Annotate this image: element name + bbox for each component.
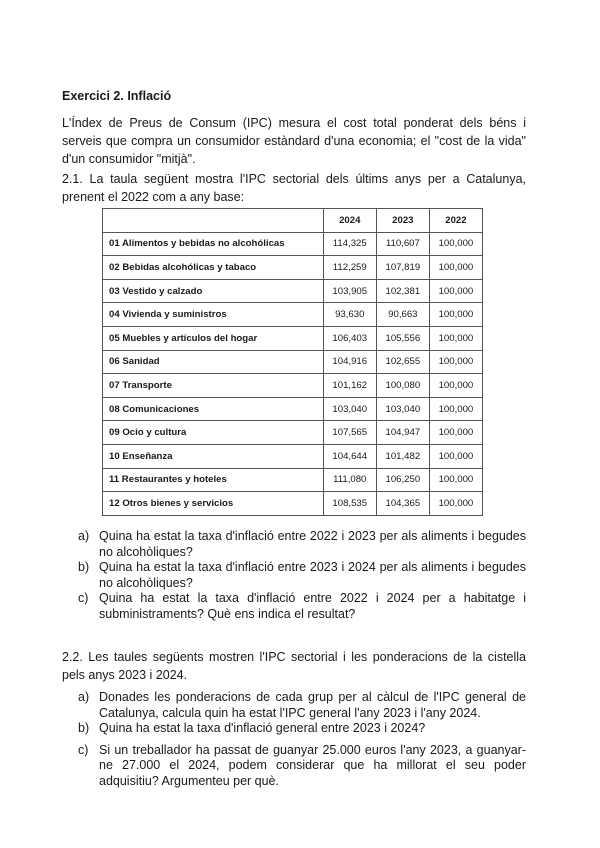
question-2-2-b bbox=[78, 721, 526, 737]
value-2023: 101,482 bbox=[376, 444, 429, 468]
value-2024: 108,535 bbox=[323, 492, 376, 516]
header-2024: 2024 bbox=[323, 209, 376, 233]
value-2022: 100,000 bbox=[429, 397, 482, 421]
header-empty bbox=[103, 209, 324, 233]
value-2023: 100,080 bbox=[376, 374, 429, 398]
table-header-row bbox=[103, 209, 483, 233]
category-cell: 01 Alimentos y bebidas no alcohólicas bbox=[103, 232, 324, 256]
question-label: c) bbox=[78, 742, 89, 757]
header-2022: 2022 bbox=[429, 209, 482, 233]
value-2023: 102,655 bbox=[376, 350, 429, 374]
value-2023: 102,381 bbox=[376, 279, 429, 303]
value-2022: 100,000 bbox=[429, 279, 482, 303]
question-label: c) bbox=[78, 591, 89, 605]
question-label: a) bbox=[78, 690, 90, 704]
category-cell: 06 Sanidad bbox=[103, 350, 324, 374]
value-2024: 104,644 bbox=[323, 444, 376, 468]
table-row bbox=[103, 256, 483, 280]
question-text: Si un treballador ha passat de guanyar 25.000 euros l'any 2023, a guanyar-ne 27.000 el 2024, podem considerar que ha millorat el seu poder adquisitiu? Argumenteu per què. bbox=[99, 742, 526, 788]
category-cell: 08 Comunicaciones bbox=[103, 397, 324, 421]
category-cell: 12 Otros bienes y servicios bbox=[103, 492, 324, 516]
section-2-1-questions bbox=[78, 529, 526, 622]
value-2022: 100,000 bbox=[429, 492, 482, 516]
table-row bbox=[103, 303, 483, 327]
category-cell: 07 Transporte bbox=[103, 374, 324, 398]
value-2022: 100,000 bbox=[429, 326, 482, 350]
header-2023: 2023 bbox=[376, 209, 429, 233]
category-cell: 10 Enseñanza bbox=[103, 444, 324, 468]
question-text: Quina ha estat la taxa d'inflació entre 2022 i 2023 per als aliments i begudes no alcohòliques? bbox=[99, 529, 526, 559]
table-row bbox=[103, 279, 483, 303]
value-2024: 112,259 bbox=[323, 256, 376, 280]
category-cell: 02 Bebidas alcohólicas y tabaco bbox=[103, 256, 324, 280]
table-row bbox=[103, 468, 483, 492]
value-2024: 104,916 bbox=[323, 350, 376, 374]
table-row bbox=[103, 421, 483, 445]
ipc-sector-table bbox=[102, 208, 483, 516]
table-row bbox=[103, 326, 483, 350]
value-2022: 100,000 bbox=[429, 468, 482, 492]
intro-paragraph: L'Índex de Preus de Consum (IPC) mesura el cost total ponderat dels béns i serveis que compra un consumidor estàndard d'una economia; el "cost de la vida" d'un consumidor "mitjà". bbox=[62, 116, 526, 166]
category-cell: 04 Vivienda y suministros bbox=[103, 303, 324, 327]
question-2-1-c bbox=[78, 591, 526, 622]
value-2022: 100,000 bbox=[429, 374, 482, 398]
question-2-2-c bbox=[78, 743, 526, 790]
question-text: Quina ha estat la taxa d'inflació entre 2023 i 2024 per als aliments i begudes no alcohòliques? bbox=[99, 560, 526, 590]
value-2024: 111,080 bbox=[323, 468, 376, 492]
table-row bbox=[103, 350, 483, 374]
category-cell: 11 Restaurantes y hoteles bbox=[103, 468, 324, 492]
value-2024: 93,630 bbox=[323, 303, 376, 327]
table-row bbox=[103, 492, 483, 516]
value-2023: 104,365 bbox=[376, 492, 429, 516]
value-2022: 100,000 bbox=[429, 350, 482, 374]
question-text: Quina ha estat la taxa d'inflació entre 2022 i 2024 per a habitatge i subministraments? Què ens indica el resultat? bbox=[99, 591, 526, 621]
value-2023: 106,250 bbox=[376, 468, 429, 492]
category-cell: 03 Vestido y calzado bbox=[103, 279, 324, 303]
value-2024: 103,040 bbox=[323, 397, 376, 421]
exercise-title: Exercici 2. Inflació bbox=[62, 89, 172, 103]
value-2023: 105,556 bbox=[376, 326, 429, 350]
question-text: Quina ha estat la taxa d'inflació general entre 2023 i 2024? bbox=[99, 721, 426, 735]
section-2-1-text: 2.1. La taula següent mostra l'IPC sectorial dels últims anys per a Catalunya, prenent el 2022 com a any base: bbox=[62, 172, 526, 204]
value-2022: 100,000 bbox=[429, 256, 482, 280]
value-2024: 103,905 bbox=[323, 279, 376, 303]
question-label: a) bbox=[78, 529, 90, 543]
value-2022: 100,000 bbox=[429, 421, 482, 445]
question-2-1-b bbox=[78, 560, 526, 591]
table-row bbox=[103, 374, 483, 398]
value-2022: 100,000 bbox=[429, 303, 482, 327]
value-2024: 107,565 bbox=[323, 421, 376, 445]
question-2-1-a bbox=[78, 529, 526, 560]
category-cell: 09 Ocio y cultura bbox=[103, 421, 324, 445]
value-2024: 101,162 bbox=[323, 374, 376, 398]
value-2022: 100,000 bbox=[429, 232, 482, 256]
question-2-2-a bbox=[78, 690, 526, 721]
table-row bbox=[103, 232, 483, 256]
table-row bbox=[103, 397, 483, 421]
value-2023: 90,663 bbox=[376, 303, 429, 327]
question-label: b) bbox=[78, 560, 90, 574]
category-cell: 05 Muebles y artículos del hogar bbox=[103, 326, 324, 350]
value-2023: 103,040 bbox=[376, 397, 429, 421]
value-2023: 110,607 bbox=[376, 232, 429, 256]
section-2-2-questions bbox=[78, 690, 526, 789]
question-text: Donades les ponderacions de cada grup per al càlcul de l'IPC general de Catalunya, calcula quin ha estat l'IPC general l'any 2023 i l'any 2024. bbox=[99, 690, 526, 720]
table-row bbox=[103, 444, 483, 468]
value-2022: 100,000 bbox=[429, 444, 482, 468]
section-2-2-text: 2.2. Les taules següents mostren l'IPC sectorial i les ponderacions de la cistella pels anys 2023 i 2024. bbox=[62, 650, 526, 682]
value-2024: 114,325 bbox=[323, 232, 376, 256]
value-2023: 107,819 bbox=[376, 256, 429, 280]
question-label: b) bbox=[78, 721, 90, 735]
value-2023: 104,947 bbox=[376, 421, 429, 445]
value-2024: 106,403 bbox=[323, 326, 376, 350]
